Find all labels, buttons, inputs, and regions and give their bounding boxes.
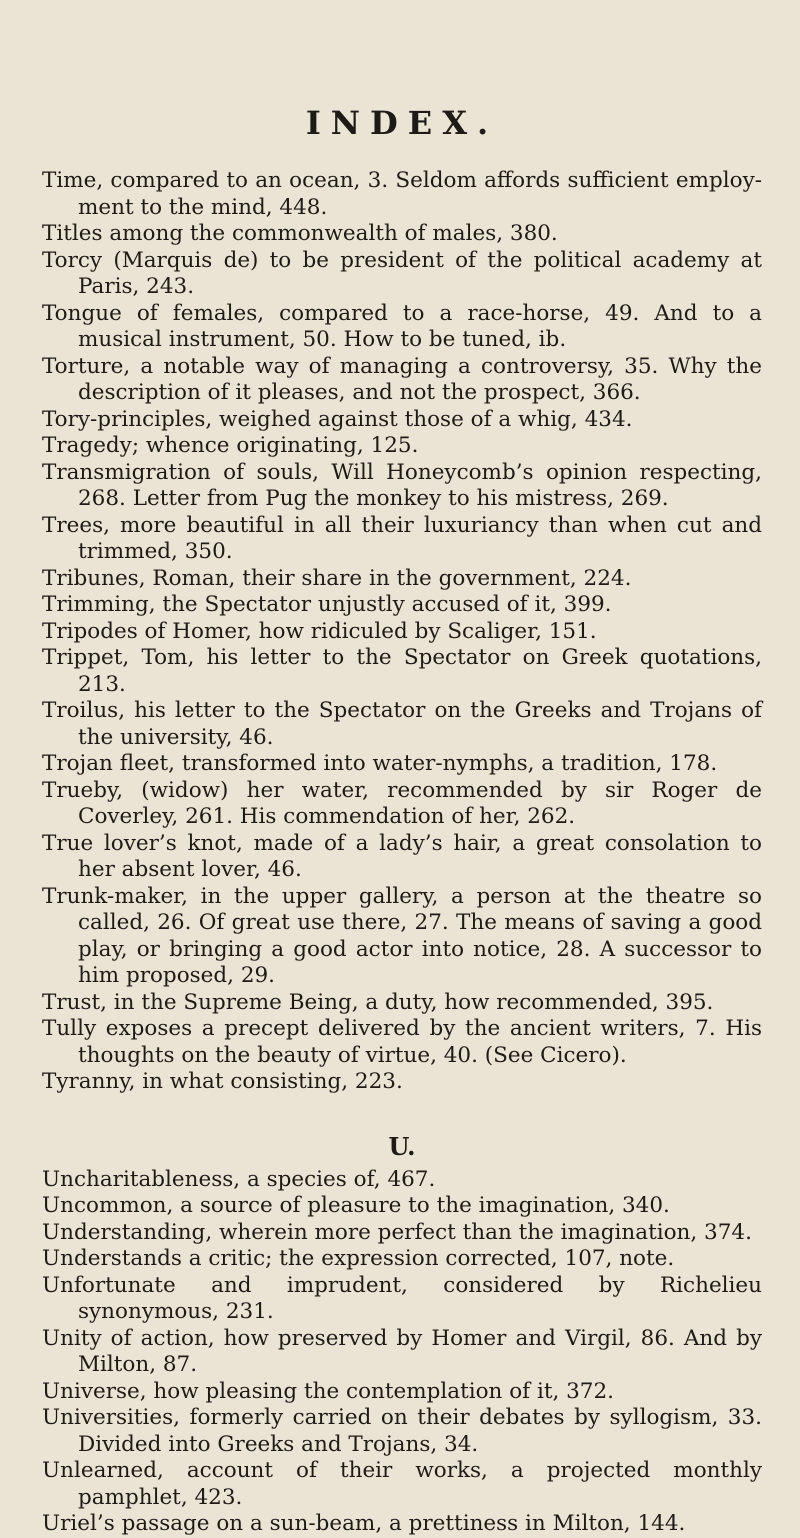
- index-entry: Understands a critic; the expression corrected, 107, note.: [42, 1246, 675, 1271]
- index-entry: Trojan fleet, transformed into water-nymphs, a tradition, 178.: [42, 751, 718, 776]
- index-entry: Unlearned, account of their works, a projected monthly pamphlet, 423.: [42, 1458, 762, 1510]
- index-entry: Tribunes, Roman, their share in the government, 224.: [42, 565, 632, 591]
- section-u-entries: [42, 1167, 762, 1538]
- index-entry: Trimming, the Spectator unjustly accused of it, 399.: [42, 592, 612, 617]
- index-entry: Trueby, (widow) her water, recommended by sir Roger de Coverley, 261. His commendation of her, 262.: [42, 777, 762, 829]
- index-entry: Time, compared to an ocean, 3. Seldom affords sufficient employment to the mind, 448.: [42, 168, 762, 220]
- index-entry: Tripodes of Homer, how ridiculed by Scaliger, 151.: [42, 618, 597, 644]
- index-entry: Torcy (Marquis de) to be president of the political academy at Paris, 243.: [42, 247, 762, 299]
- section-heading-u: U.: [388, 1131, 416, 1161]
- index-entry: Titles among the commonwealth of males, 380.: [42, 221, 558, 246]
- index-entry: True lover’s knot, made of a lady’s hair, a great consolation to her absent lover, 46.: [42, 830, 762, 882]
- page-title: INDEX.: [305, 104, 499, 142]
- index-entry: Tongue of females, compared to a race-horse, 49. And to a musical instrument, 50. How to be tuned, ib.: [42, 300, 762, 352]
- index-entry: Trees, more beautiful in all their luxuriancy than when cut and trimmed, 350.: [42, 512, 762, 564]
- index-entry: Trunk-maker, in the upper gallery, a person at the theatre so called, 26. Of great use there, 27. The means of saving a good play, or bringing a good actor into notice, 28. A successor to him proposed, 29.: [42, 883, 762, 988]
- index-entry: Tyranny, in what consisting, 223.: [42, 1069, 403, 1094]
- index-entry: Unfortunate and imprudent, considered by Richelieu synonymous, 231.: [42, 1272, 762, 1324]
- index-entry: Universities, formerly carried on their debates by syllogism, 33. Divided into Greeks and Trojans, 34.: [42, 1405, 762, 1457]
- index-entry: Understanding, wherein more perfect than the imagination, 374.: [42, 1219, 752, 1245]
- index-entry: Tory-principles, weighed against those of a whig, 434.: [42, 406, 633, 432]
- index-entry: Uriel’s passage on a sun-beam, a prettiness in Milton, 144.: [42, 1511, 686, 1536]
- index-entry: Uncharitableness, a species of, 467.: [42, 1166, 436, 1192]
- index-entry: Troilus, his letter to the Spectator on the Greeks and Trojans of the university, 46.: [42, 698, 762, 750]
- index-entry: Universe, how pleasing the contemplation of it, 372.: [42, 1378, 614, 1404]
- index-entry: Tully exposes a precept delivered by the ancient writers, 7. His thoughts on the beauty of virtue, 40. (See Cicero).: [42, 1016, 762, 1068]
- index-entry: Trippet, Tom, his letter to the Spectator on Greek quotations, 213.: [42, 645, 762, 697]
- section-t-entries: [42, 168, 762, 1096]
- index-entry: Tragedy; whence originating, 125.: [42, 433, 419, 458]
- index-entry: Trust, in the Supreme Being, a duty, how recommended, 395.: [42, 989, 714, 1015]
- index-entry: Torture, a notable way of managing a controversy, 35. Why the description of it pleases, and not the prospect, 366.: [42, 353, 762, 405]
- index-entry: Unity of action, how preserved by Homer and Virgil, 86. And by Milton, 87.: [42, 1325, 762, 1377]
- index-entry: Transmigration of souls, Will Honeycomb’s opinion respecting, 268. Letter from Pug the monkey to his mistress, 269.: [42, 459, 762, 511]
- index-entry: Uncommon, a source of pleasure to the imagination, 340.: [42, 1193, 670, 1218]
